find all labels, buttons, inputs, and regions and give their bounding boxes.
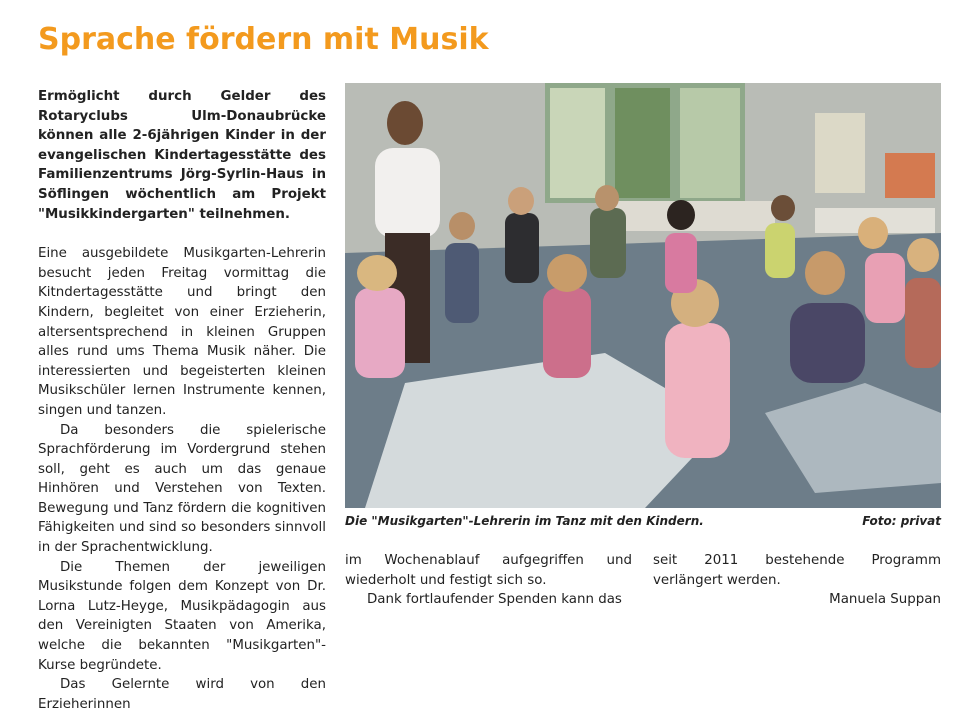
text-column-3: [653, 551, 941, 610]
article-headline: Sprache fördern mit Musik: [38, 22, 489, 57]
body-paragraph: Da besonders die spielerische Sprachförderung im Vordergrund stehen soll, geht es auch um das genaue Hinhören und Verstehen von Texten. Bewegung und Tanz fördern die kognitiven Fähigkeiten und sind so besonders sinnvoll in der Sprachentwicklung.: [38, 422, 326, 556]
body-paragraph: im Wochenablauf aufgegriffen und wiederholt und festigt sich so.: [345, 553, 632, 588]
text-column-1: [38, 87, 326, 714]
children-dance-photo: [345, 83, 941, 508]
author-signature: Manuela Suppan: [829, 592, 941, 608]
body-paragraph: Eine ausgebildete Musikgarten-Lehrerin besucht jeden Freitag vormittag die Kitndertagesstätte und bringt den Kindern, begleitet von einer Erzieherin, altersentsprechend in kleinen Gruppen alles rund ums Thema Musik näher. Die interessierten und begeisterten kleinen Musikschüler lernen Instrumente kennen, singen und tanzen.: [38, 246, 326, 418]
body-paragraph: seit 2011 bestehende Programm verlängert werden.: [653, 553, 941, 588]
text-column-2: [345, 551, 632, 610]
body-paragraph: Das Gelernte wird von den Erzieherinnen: [38, 677, 326, 712]
body-paragraph: Dank fortlaufender Spenden kann das: [367, 592, 622, 608]
photo-caption-row: [345, 514, 941, 528]
lead-paragraph: Ermöglicht durch Gelder des Rotaryclubs Ulm-Donaubrücke können alle 2-6jährigen Kinder in der evangelischen Kindertagesstätte des Familienzentrums Jörg-Syrlin-Haus in Söflingen wöchentlich am Projekt "Musikkindergarten" teilnehmen.: [38, 89, 326, 222]
photo-credit: Foto: privat: [862, 514, 941, 528]
body-paragraph: Die Themen der jeweiligen Musikstunde folgen dem Konzept von Dr. Lorna Lutz-Heyge, Musikpädagogin aus den Vereinigten Staaten von Amerika, welche die bekannten "Musikgarten"-Kurse begründete.: [38, 559, 326, 673]
photo-caption: Die "Musikgarten"-Lehrerin im Tanz mit den Kindern.: [345, 514, 704, 528]
